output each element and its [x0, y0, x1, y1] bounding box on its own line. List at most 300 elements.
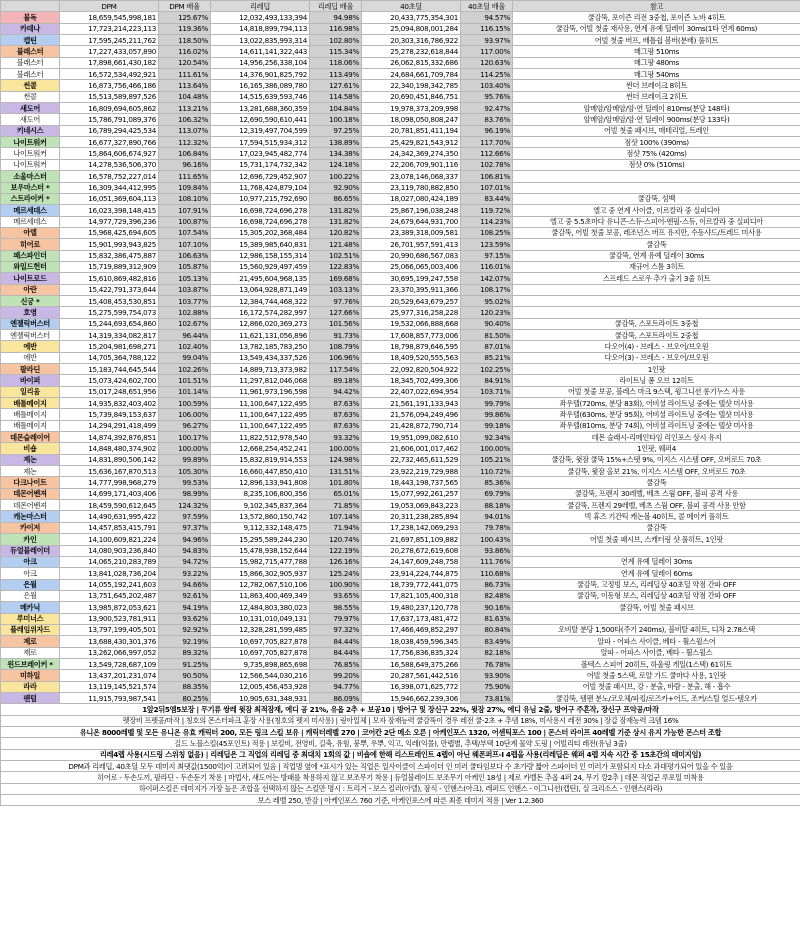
table-row: [1, 568, 800, 579]
class-name-cell: 썬콜: [1, 91, 60, 102]
restraint-ratio-cell: 138.89%: [310, 137, 362, 148]
note-cell: [513, 545, 800, 556]
table-row: [1, 137, 800, 148]
table-row: [1, 23, 800, 34]
table-row: [1, 500, 800, 511]
dpm-ratio-cell: 97.37%: [159, 522, 211, 533]
class-name-cell: 엔젤릭버스터: [1, 318, 60, 329]
class-name-cell: 미하일: [1, 670, 60, 681]
table-row: [1, 91, 800, 102]
footer-note-row: [1, 738, 800, 749]
dpm-cell: 15,408,453,530,851: [60, 295, 159, 306]
damage-40s-cell: 23,078,146,068,337: [362, 171, 461, 182]
table-row: [1, 295, 800, 306]
restraint-damage-cell: 15,478,938,152,644: [211, 545, 310, 556]
restraint-ratio-cell: 99.20%: [310, 670, 362, 681]
damage-40s-ratio-cell: 84.91%: [461, 375, 513, 386]
dpm-cell: 13,985,872,053,621: [60, 602, 159, 613]
dpm-cell: 17,723,214,223,113: [60, 23, 159, 34]
restraint-damage-cell: 9,112,332,148,475: [211, 522, 310, 533]
damage-40s-ratio-cell: 120.63%: [461, 57, 513, 68]
table-row: [1, 488, 800, 499]
table-row: [1, 398, 800, 409]
dpm-ratio-cell: 99.89%: [159, 454, 211, 465]
class-name-cell: 팔라딘: [1, 364, 60, 375]
restraint-ratio-cell: 127.61%: [310, 80, 362, 91]
dpm-ratio-cell: 94.19%: [159, 602, 211, 613]
table-row: [1, 148, 800, 159]
damage-40s-ratio-cell: 79.78%: [461, 522, 513, 533]
dpm-cell: 15,204,981,698,271: [60, 341, 159, 352]
footer-note-row: [1, 727, 800, 738]
damage-40s-ratio-cell: 99.79%: [461, 398, 513, 409]
footer-note: 유니온 8000레벨 및 모든 유니온 유효 캐릭터 200, 모든 링크 스킬 보유 | 캐릭터레벨 270 | 코어칸 2단 메소 오른 | 아케인포스 1320, 어센틱포스 100 | 몬스터 라이프 40레벨 기준 상시 유지 가능한 몬스터 조합: [1, 727, 800, 738]
dpm-cell: 16,677,327,890,766: [60, 137, 159, 148]
class-name-cell: 메르세데스: [1, 216, 60, 227]
note-cell: [513, 284, 800, 295]
class-name-cell: 섀도어: [1, 114, 60, 125]
dpm-ratio-cell: 89.32%: [159, 647, 211, 658]
dpm-cell: 15,017,248,651,956: [60, 386, 159, 397]
class-name-cell: 블래스터: [1, 57, 60, 68]
dpm-ratio-cell: 101.14%: [159, 386, 211, 397]
damage-40s-ratio-cell: 94.01%: [461, 511, 513, 522]
damage-40s-cell: 17,821,105,400,318: [362, 590, 461, 601]
class-name-cell: 히어로: [1, 239, 60, 250]
restraint-damage-cell: 13,549,434,337,526: [211, 352, 310, 363]
note-cell: 점샷 100% (390ms): [513, 137, 800, 148]
restraint-damage-cell: 16,660,447,850,410: [211, 466, 310, 477]
damage-40s-ratio-cell: 83.76%: [461, 114, 513, 125]
restraint-damage-cell: 15,731,174,732,342: [211, 159, 310, 170]
note-cell: 쿨감뚝: [513, 477, 800, 488]
restraint-damage-cell: 14,376,901,825,792: [211, 69, 310, 80]
restraint-damage-cell: 12,866,020,369,273: [211, 318, 310, 329]
header-class: [1, 1, 60, 12]
table-row: [1, 12, 800, 23]
table-row: [1, 216, 800, 227]
restraint-ratio-cell: 97.76%: [310, 295, 362, 306]
damage-40s-cell: 24,679,644,931,700: [362, 216, 461, 227]
dpm-cell: 15,610,869,482,816: [60, 273, 159, 284]
dpm-cell: 13,119,145,521,574: [60, 681, 159, 692]
restraint-ratio-cell: 127.66%: [310, 307, 362, 318]
damage-40s-cell: 18,443,198,737,565: [362, 477, 461, 488]
restraint-ratio-cell: 107.14%: [310, 511, 362, 522]
restraint-damage-cell: 10,977,215,792,690: [211, 193, 310, 204]
dpm-cell: 14,319,334,082,817: [60, 329, 159, 340]
restraint-ratio-cell: 101.80%: [310, 477, 362, 488]
header-restraint-damage: 리레딥: [211, 1, 310, 12]
dpm-ratio-cell: 92.61%: [159, 590, 211, 601]
footer-note-row: [1, 704, 800, 715]
table-row: [1, 35, 800, 46]
restraint-ratio-cell: 108.79%: [310, 341, 362, 352]
damage-40s-cell: 23,119,780,882,850: [362, 182, 461, 193]
damage-40s-cell: 23,389,318,009,581: [362, 227, 461, 238]
class-name-cell: 아크: [1, 568, 60, 579]
restraint-ratio-cell: 93.65%: [310, 590, 362, 601]
note-cell: 쿨감뚝, 스포트라이트 2중첩: [513, 329, 800, 340]
class-name-cell: 팬텀: [1, 692, 60, 703]
header-dpm-ratio: DPM 배율: [159, 1, 211, 12]
class-name-cell: 패스파인더: [1, 250, 60, 261]
note-cell: [513, 307, 800, 318]
footer-note: 리레4렙 사용(시드링 스위칭 없음) | 리레딥은 그 직업의 리레딥 중 최대치 1회의 값 | 비숍에 한해 리스트레인트 4렙이 아닌 웨폰퍼프-I 4렙을 사용(리레딥은 웨퍼 4렙 지속 시간 중 15초간의 데미지임): [1, 749, 800, 760]
restraint-damage-cell: 14,956,256,338,104: [211, 57, 310, 68]
footer-note-row: [1, 772, 800, 783]
note-cell: 1인팟: [513, 364, 800, 375]
restraint-ratio-cell: 169.68%: [310, 273, 362, 284]
restraint-ratio-cell: 134.38%: [310, 148, 362, 159]
dpm-cell: 14,100,609,821,224: [60, 534, 159, 545]
restraint-damage-cell: 10,697,705,827,878: [211, 636, 310, 647]
dpm-ratio-cell: 108.10%: [159, 193, 211, 204]
restraint-damage-cell: 15,982,715,477,788: [211, 556, 310, 567]
restraint-ratio-cell: 94.77%: [310, 681, 362, 692]
damage-40s-ratio-cell: 83.44%: [461, 193, 513, 204]
restraint-ratio-cell: 101.56%: [310, 318, 362, 329]
restraint-ratio-cell: 100.00%: [310, 443, 362, 454]
restraint-damage-cell: 11,621,131,056,896: [211, 329, 310, 340]
dpm-ratio-cell: 105.13%: [159, 273, 211, 284]
dpm-cell: 15,832,386,475,887: [60, 250, 159, 261]
dpm-cell: 17,595,245,211,762: [60, 35, 159, 46]
table-row: [1, 590, 800, 601]
dpm-ratio-cell: 120.54%: [159, 57, 211, 68]
table-row: [1, 80, 800, 91]
damage-40s-ratio-cell: 95.76%: [461, 91, 513, 102]
restraint-ratio-cell: 79.97%: [310, 613, 362, 624]
table-row: [1, 670, 800, 681]
footer-note: DPM과 리레딥, 40초딜 모두 데미지 최댓값(1500억)이 고려되어 있음 | 직업명 옆에 *표시가 있는 직업은 일사이클이 스파이더 인 미러 쿨타임보다 수 초가량 짧아 스파이더 인 미러가 포함되지 다소 과대평가되어 있을 수 있음: [1, 761, 800, 772]
class-name-cell: 섀도어: [1, 103, 60, 114]
damage-40s-ratio-cell: 73.81%: [461, 692, 513, 703]
note-cell: 쿨감뚝, 어빌 첫줄 패시브: [513, 602, 800, 613]
header-note: 참고: [513, 1, 800, 12]
damage-40s-cell: 18,739,772,441,075: [362, 579, 461, 590]
dpm-ratio-cell: 96.27%: [159, 420, 211, 431]
table-row: [1, 69, 800, 80]
dpm-ratio-cell: 106.63%: [159, 250, 211, 261]
dpm-ratio-cell: 107.54%: [159, 227, 211, 238]
restraint-ratio-cell: 94.42%: [310, 386, 362, 397]
restraint-ratio-cell: 91.73%: [310, 329, 362, 340]
dpm-cell: 15,786,791,089,376: [60, 114, 159, 125]
restraint-damage-cell: 12,005,456,453,928: [211, 681, 310, 692]
damage-40s-ratio-cell: 142.07%: [461, 273, 513, 284]
dpm-ratio-cell: 106.32%: [159, 114, 211, 125]
class-name-cell: 플레임위자드: [1, 624, 60, 635]
table-row: [1, 352, 800, 363]
restraint-ratio-cell: 124.18%: [310, 159, 362, 170]
restraint-damage-cell: 16,172,574,282,997: [211, 307, 310, 318]
restraint-damage-cell: 21,495,604,968,135: [211, 273, 310, 284]
class-name-cell: 아델: [1, 227, 60, 238]
restraint-ratio-cell: 114.58%: [310, 91, 362, 102]
damage-40s-ratio-cell: 93.97%: [461, 35, 513, 46]
damage-40s-ratio-cell: 75.90%: [461, 681, 513, 692]
table-row: [1, 171, 800, 182]
note-cell: 썬더 브레이크 8히트: [513, 80, 800, 91]
note-cell: 쿨감뚝: [513, 522, 800, 533]
header-dpm: DPM: [60, 1, 159, 12]
dpm-ratio-cell: 94.83%: [159, 545, 211, 556]
dpm-ratio-cell: 93.62%: [159, 613, 211, 624]
class-name-cell: 아크: [1, 556, 60, 567]
restraint-damage-cell: 11,822,512,978,540: [211, 432, 310, 443]
restraint-damage-cell: 12,319,497,704,599: [211, 125, 310, 136]
note-cell: 매그팡 480ms: [513, 57, 800, 68]
damage-40s-ratio-cell: 119.72%: [461, 205, 513, 216]
restraint-ratio-cell: 86.09%: [310, 692, 362, 703]
restraint-damage-cell: 15,560,929,497,459: [211, 261, 310, 272]
note-cell: 쿨감뚝, 어빌 첫줄 보공, 레조넌스 버프 유지만, 수동샤드/트레드 미사용: [513, 227, 800, 238]
damage-40s-cell: 20,303,316,786,922: [362, 35, 461, 46]
restraint-damage-cell: 10,905,631,348,931: [211, 692, 310, 703]
class-name-cell: 제논: [1, 454, 60, 465]
damage-40s-ratio-cell: 92.34%: [461, 432, 513, 443]
restraint-ratio-cell: 103.13%: [310, 284, 362, 295]
damage-40s-cell: 20,690,451,846,751: [362, 91, 461, 102]
damage-40s-cell: 18,038,459,596,345: [362, 636, 461, 647]
damage-40s-cell: 16,398,071,625,772: [362, 681, 461, 692]
table-row: [1, 432, 800, 443]
dpm-ratio-cell: 125.67%: [159, 12, 211, 23]
class-name-cell: 나이트워커: [1, 148, 60, 159]
note-cell: 오비탈 분당 1,500타(주기 240ms), 블비탈 4히트, 디차 2.78스택: [513, 624, 800, 635]
damage-40s-ratio-cell: 93.90%: [461, 670, 513, 681]
restraint-ratio-cell: 113.49%: [310, 69, 362, 80]
dpm-ratio-cell: 90.50%: [159, 670, 211, 681]
dpm-ratio-cell: 94.66%: [159, 579, 211, 590]
damage-40s-cell: 30,695,199,247,558: [362, 273, 461, 284]
table-row: [1, 613, 800, 624]
table-row: [1, 205, 800, 216]
table-row: [1, 273, 800, 284]
dpm-cell: 14,457,853,415,791: [60, 522, 159, 533]
damage-40s-ratio-cell: 100.43%: [461, 534, 513, 545]
dpm-cell: 18,459,590,612,645: [60, 500, 159, 511]
damage-40s-ratio-cell: 92.47%: [461, 103, 513, 114]
note-cell: 쿨감뚝, 윗잠 쿨뚝 15%+스탯 9%, 이지스 시스템 OFF, 오버로드 70초: [513, 454, 800, 465]
dpm-cell: 14,935,832,403,402: [60, 398, 159, 409]
class-name-cell: 키네시스: [1, 125, 60, 136]
footer-note-row: [1, 795, 800, 806]
damage-40s-cell: 25,094,808,001,284: [362, 23, 461, 34]
restraint-ratio-cell: 100.90%: [310, 579, 362, 590]
table-row: [1, 114, 800, 125]
damage-40s-cell: 25,977,316,258,228: [362, 307, 461, 318]
table-row: [1, 250, 800, 261]
dpm-cell: 14,699,171,403,406: [60, 488, 159, 499]
table-row: [1, 466, 800, 477]
damage-40s-cell: 19,053,069,843,223: [362, 500, 461, 511]
dpm-cell: 13,688,430,301,376: [60, 636, 159, 647]
damage-40s-cell: 20,278,672,619,608: [362, 545, 461, 556]
restraint-damage-cell: 17,594,515,934,312: [211, 137, 310, 148]
dpm-ratio-cell: 107.91%: [159, 205, 211, 216]
damage-40s-ratio-cell: 112.66%: [461, 148, 513, 159]
note-cell: 쿨감뚝, 섬백: [513, 193, 800, 204]
table-row: [1, 511, 800, 522]
damage-40s-cell: 17,466,469,852,297: [362, 624, 461, 635]
note-cell: 쿨감뚝, 스포트라이트 3중첩: [513, 318, 800, 329]
footer-note: 길드 노블스킬(45포인트) 적용 | 보킬비, 전영비, 길축, 유힘, 붕뿌, 우뿌, 익고, 익레(익몰), 만렙별, 추택/부택 10단계 물약 도핑 | 어빌리티 레전(유님 3줄): [1, 738, 800, 749]
damage-40s-cell: 17,238,142,069,293: [362, 522, 461, 533]
dpm-cell: 15,739,849,153,637: [60, 409, 159, 420]
note-cell: 엘고 중 연계 사이클, 이르칼라 중 실피디아: [513, 205, 800, 216]
dpm-cell: 13,751,645,202,487: [60, 590, 159, 601]
class-name-cell: 아란: [1, 284, 60, 295]
restraint-damage-cell: 8,235,106,800,356: [211, 488, 310, 499]
restraint-damage-cell: 11,863,400,469,349: [211, 590, 310, 601]
dpm-ratio-cell: 113.07%: [159, 125, 211, 136]
damage-40s-cell: 25,867,196,038,248: [362, 205, 461, 216]
dpm-cell: 14,977,729,396,236: [60, 216, 159, 227]
restraint-damage-cell: 13,572,860,150,742: [211, 511, 310, 522]
dpm-ratio-cell: 102.40%: [159, 341, 211, 352]
damage-40s-ratio-cell: 69.79%: [461, 488, 513, 499]
damage-40s-ratio-cell: 110.68%: [461, 568, 513, 579]
note-cell: 좌우텔(630ms, 분당 95회), 어비셜 라이트닝 중에는 텔샷 미사용: [513, 409, 800, 420]
dpm-cell: 13,841,028,736,204: [60, 568, 159, 579]
damage-40s-cell: 18,345,702,499,306: [362, 375, 461, 386]
table-row: [1, 261, 800, 272]
dpm-ratio-cell: 100.00%: [159, 443, 211, 454]
dpm-cell: 16,578,752,227,014: [60, 171, 159, 182]
dpm-ratio-cell: 100.17%: [159, 432, 211, 443]
note-cell: 재규어 스톰 3히트: [513, 261, 800, 272]
dpm-cell: 14,705,364,788,122: [60, 352, 159, 363]
dpm-cell: 16,572,534,492,921: [60, 69, 159, 80]
dpm-ratio-cell: 113.64%: [159, 80, 211, 91]
damage-40s-ratio-cell: 82.18%: [461, 647, 513, 658]
damage-40s-ratio-cell: 83.49%: [461, 636, 513, 647]
restraint-ratio-cell: 92.90%: [310, 182, 362, 193]
class-name-cell: 블래스터: [1, 46, 60, 57]
restraint-ratio-cell: 98.55%: [310, 602, 362, 613]
class-name-cell: 캐논마스터: [1, 511, 60, 522]
restraint-damage-cell: 14,611,141,322,443: [211, 46, 310, 57]
class-name-cell: 나이트로드: [1, 273, 60, 284]
damage-40s-ratio-cell: 100.00%: [461, 443, 513, 454]
restraint-ratio-cell: 94.98%: [310, 12, 362, 23]
note-cell: 라이트닝 폼 오브 12히트: [513, 375, 800, 386]
damage-40s-ratio-cell: 90.16%: [461, 602, 513, 613]
table-row: [1, 579, 800, 590]
table-row: [1, 307, 800, 318]
note-cell: 1인팟, 웨퍼4: [513, 443, 800, 454]
dpm-ratio-cell: 94.96%: [159, 534, 211, 545]
damage-40s-cell: 22,732,465,611,529: [362, 454, 461, 465]
class-name-cell: 불독: [1, 12, 60, 23]
damage-40s-cell: 26,701,957,591,413: [362, 239, 461, 250]
dpm-cell: 16,809,694,605,862: [60, 103, 159, 114]
damage-40s-cell: 25,278,232,618,844: [362, 46, 461, 57]
dpm-cell: 11,915,793,987,541: [60, 692, 159, 703]
damage-40s-ratio-cell: 120.23%: [461, 307, 513, 318]
table-row: [1, 239, 800, 250]
note-cell: 쿨감뚝, 연계 유예 딜레이 30ms: [513, 250, 800, 261]
table-row: [1, 443, 800, 454]
dpm-cell: 14,874,392,876,851: [60, 432, 159, 443]
class-name-cell: 비숍: [1, 443, 60, 454]
restraint-damage-cell: 17,023,945,482,774: [211, 148, 310, 159]
restraint-damage-cell: 13,064,928,871,149: [211, 284, 310, 295]
restraint-damage-cell: 9,735,898,865,698: [211, 658, 310, 669]
note-cell: 쿨감뚝, 고정빙 보스, 리레딥상 40초딜 약점 간파 OFF: [513, 579, 800, 590]
note-cell: 매그팡 540ms: [513, 69, 800, 80]
footer-note-row: [1, 715, 800, 726]
damage-40s-ratio-cell: 106.81%: [461, 171, 513, 182]
dpm-ratio-cell: 99.53%: [159, 477, 211, 488]
dpm-ratio-cell: 80.25%: [159, 692, 211, 703]
restraint-ratio-cell: 76.85%: [310, 658, 362, 669]
dpm-ratio-cell: 111.65%: [159, 171, 211, 182]
damage-40s-ratio-cell: 87.01%: [461, 341, 513, 352]
restraint-ratio-cell: 71.94%: [310, 522, 362, 533]
dpm-cell: 13,900,523,781,911: [60, 613, 159, 624]
note-cell: 쿨감뚝, 프렌지 30레벨, 베츠 스웜 OFF, 블피 공격 사용: [513, 488, 800, 499]
restraint-damage-cell: 12,696,729,452,907: [211, 171, 310, 182]
note-cell: [513, 182, 800, 193]
class-name-cell: 신궁 *: [1, 295, 60, 306]
damage-40s-ratio-cell: 96.19%: [461, 125, 513, 136]
note-cell: 쿨감뚝, 포이즌 리전 3중첩, 포이즌 노바 4히트: [513, 12, 800, 23]
footer-note: 보스 레벨 250, 반감 | 아케인포스 760 기준, 아케인포스에 따른 최종 데미지 적용 | Ver 1.2.360: [1, 795, 800, 806]
dpm-cell: 18,659,545,998,181: [60, 12, 159, 23]
restraint-damage-cell: 12,690,590,610,441: [211, 114, 310, 125]
dpm-cell: 15,275,599,754,073: [60, 307, 159, 318]
damage-40s-cell: 21,606,001,017,462: [362, 443, 461, 454]
damage-40s-ratio-cell: 82.48%: [461, 590, 513, 601]
dpm-ratio-cell: 104.48%: [159, 91, 211, 102]
dpm-cell: 15,901,993,943,825: [60, 239, 159, 250]
restraint-damage-cell: 11,100,647,122,495: [211, 420, 310, 431]
damage-40s-ratio-cell: 81.63%: [461, 613, 513, 624]
header-40s-ratio: 40초딜 배율: [461, 1, 513, 12]
damage-40s-ratio-cell: 111.76%: [461, 556, 513, 567]
class-name-cell: 캡틴: [1, 35, 60, 46]
restraint-ratio-cell: 120.82%: [310, 227, 362, 238]
dpm-cell: 17,898,661,430,182: [60, 57, 159, 68]
note-cell: 다오어(4) - 브레스 - 브오어/브오원: [513, 341, 800, 352]
damage-40s-ratio-cell: 97.15%: [461, 250, 513, 261]
damage-40s-ratio-cell: 117.70%: [461, 137, 513, 148]
damage-40s-cell: 18,027,080,424,189: [362, 193, 461, 204]
dpm-ratio-cell: 102.26%: [159, 364, 211, 375]
table-row: [1, 556, 800, 567]
dpm-cell: 14,848,480,374,902: [60, 443, 159, 454]
note-cell: 어빌 첫줄 5스택, 로얄 가드 쿨마다 사용, 1인팟: [513, 670, 800, 681]
note-cell: 어빌 첫줄 패시브, 강 - 분출, 바람 - 분출, 해 - 흡수: [513, 681, 800, 692]
damage-40s-ratio-cell: 80.84%: [461, 624, 513, 635]
dpm-ratio-cell: 93.22%: [159, 568, 211, 579]
restraint-ratio-cell: 121.48%: [310, 239, 362, 250]
note-cell: 데몬 슬래시-리메인타임 리인포스 상시 유지: [513, 432, 800, 443]
class-name-cell: 와일드헌터: [1, 261, 60, 272]
note-cell: 연계 유예 딜레이 60ms: [513, 568, 800, 579]
restraint-ratio-cell: 87.63%: [310, 398, 362, 409]
damage-40s-cell: 19,951,099,082,610: [362, 432, 461, 443]
restraint-ratio-cell: 102.80%: [310, 35, 362, 46]
restraint-damage-cell: 10,131,010,049,131: [211, 613, 310, 624]
restraint-ratio-cell: 104.84%: [310, 103, 362, 114]
note-cell: 매그팡 510ms: [513, 46, 800, 57]
dpm-ratio-cell: 103.77%: [159, 295, 211, 306]
damage-40s-ratio-cell: 81.50%: [461, 329, 513, 340]
